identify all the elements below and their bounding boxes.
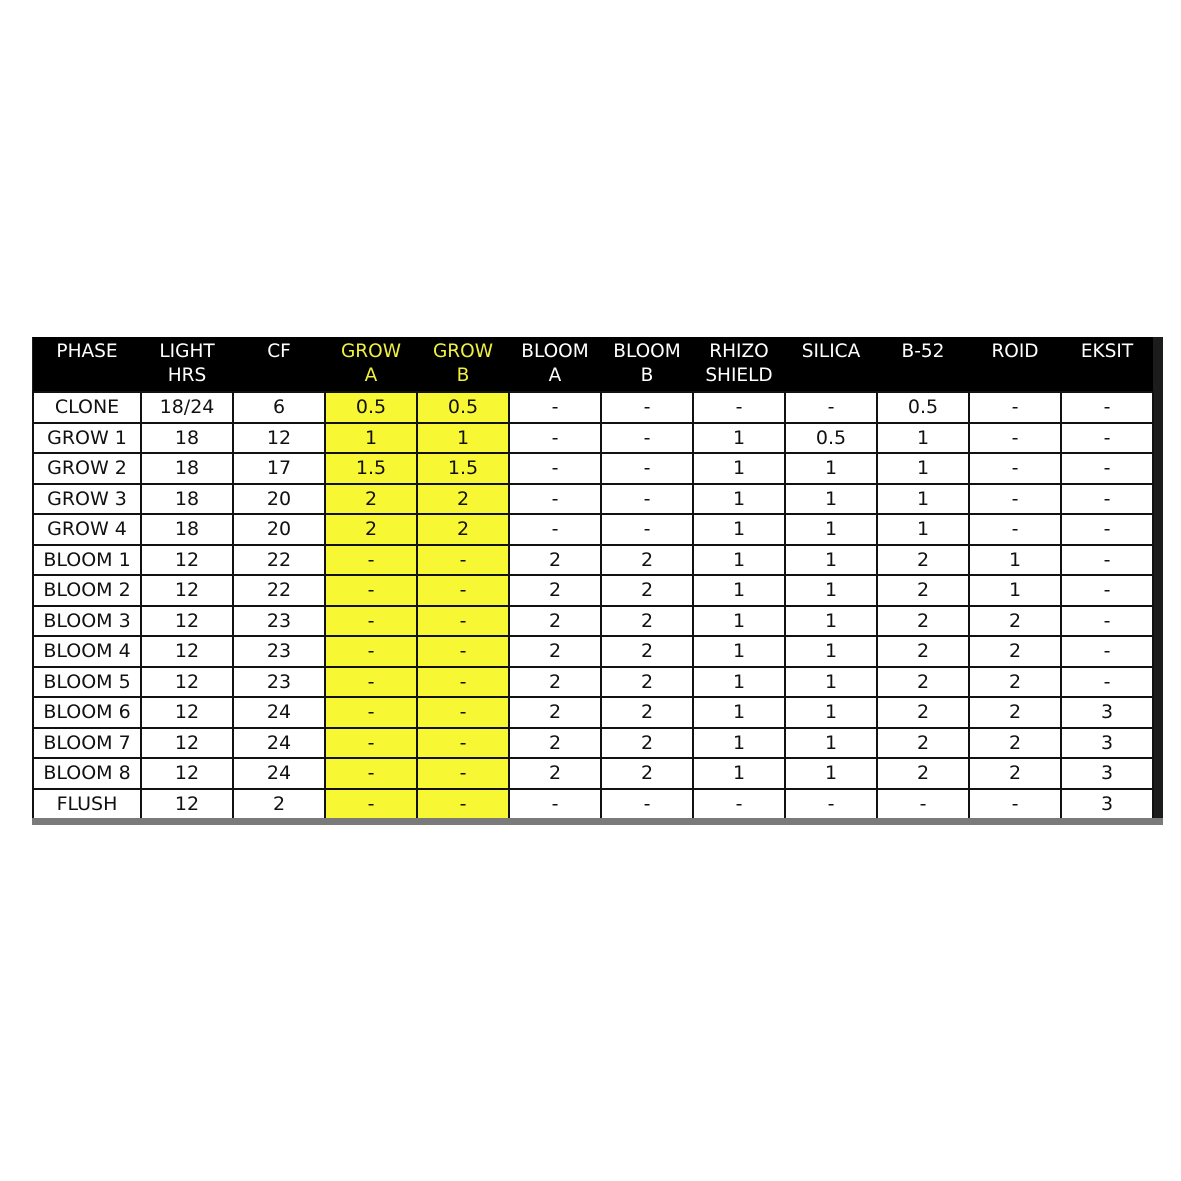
table-row bbox=[33, 575, 1153, 606]
table-cell: 2 bbox=[417, 484, 509, 515]
table-cell: - bbox=[417, 606, 509, 637]
table-cell: 24 bbox=[233, 728, 325, 759]
table-cell: 1 bbox=[325, 423, 417, 454]
phase-cell: BLOOM 6 bbox=[33, 697, 141, 728]
table-cell: - bbox=[601, 453, 693, 484]
phase-cell: GROW 2 bbox=[33, 453, 141, 484]
column-header-line2: SHIELD bbox=[705, 365, 773, 386]
table-row bbox=[33, 758, 1153, 789]
table-cell: 1 bbox=[785, 484, 877, 515]
table-cell: 2 bbox=[509, 606, 601, 637]
column-header-0 bbox=[33, 337, 141, 392]
table-cell: - bbox=[325, 789, 417, 820]
table-cell: 2 bbox=[969, 636, 1061, 667]
table-cell: 20 bbox=[233, 484, 325, 515]
table-cell: - bbox=[417, 636, 509, 667]
column-header-line1: GROW bbox=[432, 341, 494, 362]
table-cell: - bbox=[417, 728, 509, 759]
table-cell: 1 bbox=[785, 545, 877, 576]
table-cell: 2 bbox=[877, 667, 969, 698]
phase-cell: BLOOM 5 bbox=[33, 667, 141, 698]
table-cell: 24 bbox=[233, 697, 325, 728]
table-cell: - bbox=[1061, 392, 1153, 423]
table-cell: 1.5 bbox=[417, 453, 509, 484]
table-cell: 2 bbox=[877, 575, 969, 606]
table-cell: 20 bbox=[233, 514, 325, 545]
table-cell: - bbox=[1061, 484, 1153, 515]
column-header-10 bbox=[969, 337, 1061, 392]
table-cell: 23 bbox=[233, 667, 325, 698]
table-cell: 23 bbox=[233, 606, 325, 637]
table-row bbox=[33, 636, 1153, 667]
phase-cell: GROW 1 bbox=[33, 423, 141, 454]
table-cell: 1 bbox=[969, 575, 1061, 606]
table-cell: 1 bbox=[693, 697, 785, 728]
table-cell: 1 bbox=[693, 728, 785, 759]
column-header-line1: ROID bbox=[991, 341, 1039, 362]
table-row bbox=[33, 423, 1153, 454]
table-cell: - bbox=[417, 758, 509, 789]
table-cell: 2 bbox=[601, 575, 693, 606]
table-cell: 2 bbox=[601, 606, 693, 637]
table-cell: 0.5 bbox=[325, 392, 417, 423]
table-cell: 23 bbox=[233, 636, 325, 667]
table-cell: - bbox=[509, 453, 601, 484]
table-cell: - bbox=[969, 453, 1061, 484]
phase-cell: BLOOM 7 bbox=[33, 728, 141, 759]
table-cell: - bbox=[785, 392, 877, 423]
table-cell: - bbox=[1061, 423, 1153, 454]
table-cell: - bbox=[601, 423, 693, 454]
column-header-line1: BLOOM bbox=[613, 341, 681, 362]
table-cell: 18 bbox=[141, 514, 233, 545]
table-cell: 18 bbox=[141, 484, 233, 515]
table-cell: - bbox=[1061, 667, 1153, 698]
table-cell: - bbox=[509, 392, 601, 423]
table-cell: 18 bbox=[141, 423, 233, 454]
table-cell: 12 bbox=[141, 789, 233, 820]
table-header bbox=[33, 337, 1153, 392]
table-cell: 12 bbox=[233, 423, 325, 454]
table-cell: 2 bbox=[877, 758, 969, 789]
table-row bbox=[33, 453, 1153, 484]
table-cell: - bbox=[509, 789, 601, 820]
column-header-5 bbox=[509, 337, 601, 392]
phase-cell: BLOOM 3 bbox=[33, 606, 141, 637]
table-cell: 0.5 bbox=[417, 392, 509, 423]
table-cell: 12 bbox=[141, 697, 233, 728]
table-cell: 1 bbox=[969, 545, 1061, 576]
table-cell: 2 bbox=[969, 697, 1061, 728]
table-cell: - bbox=[417, 697, 509, 728]
phase-cell: BLOOM 1 bbox=[33, 545, 141, 576]
table-cell: 2 bbox=[969, 667, 1061, 698]
table-cell: - bbox=[693, 392, 785, 423]
table-cell: 2 bbox=[509, 758, 601, 789]
table-cell: 1 bbox=[785, 636, 877, 667]
table-cell: 2 bbox=[509, 667, 601, 698]
table-cell: 12 bbox=[141, 758, 233, 789]
table-row bbox=[33, 728, 1153, 759]
table-cell: - bbox=[969, 423, 1061, 454]
table-cell: 2 bbox=[969, 758, 1061, 789]
table-cell: 1 bbox=[877, 514, 969, 545]
table-cell: - bbox=[1061, 545, 1153, 576]
table-cell: 1 bbox=[693, 545, 785, 576]
phase-cell: BLOOM 8 bbox=[33, 758, 141, 789]
table-cell: - bbox=[601, 514, 693, 545]
table-cell: 2 bbox=[325, 514, 417, 545]
table-cell: 1 bbox=[785, 514, 877, 545]
table-cell: 12 bbox=[141, 545, 233, 576]
column-header-line1: EKSIT bbox=[1080, 341, 1134, 362]
table-cell: - bbox=[601, 484, 693, 515]
table-cell: 2 bbox=[877, 697, 969, 728]
header-row bbox=[33, 337, 1153, 392]
table-cell: - bbox=[417, 545, 509, 576]
table-cell: 2 bbox=[233, 789, 325, 820]
table-cell: - bbox=[1061, 514, 1153, 545]
table-cell: - bbox=[693, 789, 785, 820]
table-cell: 2 bbox=[969, 728, 1061, 759]
column-header-7 bbox=[693, 337, 785, 392]
column-header-11 bbox=[1061, 337, 1153, 392]
phase-cell: CLONE bbox=[33, 392, 141, 423]
table-cell: - bbox=[969, 484, 1061, 515]
table-cell: - bbox=[325, 636, 417, 667]
column-header-line1: PHASE bbox=[56, 341, 118, 362]
table-cell: - bbox=[601, 789, 693, 820]
table-cell: 0.5 bbox=[785, 423, 877, 454]
table-cell: - bbox=[509, 484, 601, 515]
table-cell: 2 bbox=[509, 697, 601, 728]
table-cell: 1 bbox=[785, 575, 877, 606]
table-cell: 6 bbox=[233, 392, 325, 423]
column-header-9 bbox=[877, 337, 969, 392]
table-cell: 1 bbox=[785, 758, 877, 789]
column-header-line2: B bbox=[640, 365, 654, 386]
table-cell: 1 bbox=[877, 453, 969, 484]
table-cell: 1 bbox=[693, 575, 785, 606]
phase-cell: BLOOM 4 bbox=[33, 636, 141, 667]
table-cell: 2 bbox=[969, 606, 1061, 637]
table-cell: - bbox=[417, 575, 509, 606]
table-cell: 3 bbox=[1061, 758, 1153, 789]
table-cell: - bbox=[601, 392, 693, 423]
column-header-line1: B-52 bbox=[901, 341, 945, 362]
table-cell: 2 bbox=[601, 697, 693, 728]
table-cell: 2 bbox=[509, 575, 601, 606]
table-cell: - bbox=[325, 606, 417, 637]
table-cell: 1 bbox=[693, 758, 785, 789]
table-cell: 12 bbox=[141, 575, 233, 606]
column-header-line1: SILICA bbox=[801, 341, 861, 362]
table-row bbox=[33, 606, 1153, 637]
table-cell: - bbox=[1061, 575, 1153, 606]
table-cell: - bbox=[1061, 453, 1153, 484]
table-bottom-edge bbox=[32, 818, 1163, 825]
column-header-line2: B bbox=[456, 365, 470, 386]
column-header-4 bbox=[417, 337, 509, 392]
column-header-line2: HRS bbox=[167, 365, 207, 386]
table-cell: - bbox=[417, 667, 509, 698]
table-row bbox=[33, 545, 1153, 576]
column-header-1 bbox=[141, 337, 233, 392]
table-cell: 1 bbox=[693, 636, 785, 667]
table-cell: 2 bbox=[877, 728, 969, 759]
table-cell: 2 bbox=[325, 484, 417, 515]
table-cell: 1 bbox=[693, 606, 785, 637]
table-cell: - bbox=[325, 728, 417, 759]
table-cell: 2 bbox=[877, 636, 969, 667]
table-row bbox=[33, 484, 1153, 515]
feeding-schedule-table bbox=[32, 337, 1154, 820]
column-header-8 bbox=[785, 337, 877, 392]
table-cell: 1 bbox=[785, 606, 877, 637]
table-cell: 1 bbox=[693, 453, 785, 484]
table-cell: 1 bbox=[877, 484, 969, 515]
table-cell: 3 bbox=[1061, 789, 1153, 820]
table-row bbox=[33, 392, 1153, 423]
table-body bbox=[33, 392, 1153, 819]
column-header-6 bbox=[601, 337, 693, 392]
table-cell: 2 bbox=[877, 606, 969, 637]
table-cell: - bbox=[969, 392, 1061, 423]
table-cell: 1.5 bbox=[325, 453, 417, 484]
table-cell: - bbox=[417, 789, 509, 820]
table-cell: 1 bbox=[877, 423, 969, 454]
table-cell: - bbox=[325, 545, 417, 576]
table-cell: 12 bbox=[141, 636, 233, 667]
table-cell: 1 bbox=[693, 514, 785, 545]
column-header-line2: A bbox=[548, 365, 562, 386]
table-row bbox=[33, 789, 1153, 820]
table-cell: 1 bbox=[785, 728, 877, 759]
table-cell: 3 bbox=[1061, 728, 1153, 759]
table-cell: - bbox=[325, 667, 417, 698]
table-cell: 24 bbox=[233, 758, 325, 789]
table-cell: 12 bbox=[141, 606, 233, 637]
column-header-line1: GROW bbox=[340, 341, 402, 362]
table-cell: 1 bbox=[785, 667, 877, 698]
column-header-2 bbox=[233, 337, 325, 392]
table-cell: - bbox=[969, 789, 1061, 820]
column-header-line1: RHIZO bbox=[709, 341, 769, 362]
phase-cell: BLOOM 2 bbox=[33, 575, 141, 606]
table-cell: 2 bbox=[509, 545, 601, 576]
table-cell: 2 bbox=[601, 728, 693, 759]
table-cell: 1 bbox=[417, 423, 509, 454]
table-cell: 18/24 bbox=[141, 392, 233, 423]
table-cell: 1 bbox=[785, 697, 877, 728]
table-cell: - bbox=[785, 789, 877, 820]
table-cell: - bbox=[969, 514, 1061, 545]
table-cell: - bbox=[325, 575, 417, 606]
table-cell: 18 bbox=[141, 453, 233, 484]
table-cell: 2 bbox=[509, 728, 601, 759]
table-cell: 0.5 bbox=[877, 392, 969, 423]
table-cell: 1 bbox=[693, 667, 785, 698]
column-header-3 bbox=[325, 337, 417, 392]
table-cell: - bbox=[509, 514, 601, 545]
table-cell: 2 bbox=[601, 667, 693, 698]
table-cell: 2 bbox=[509, 636, 601, 667]
table-cell: - bbox=[1061, 636, 1153, 667]
column-header-line2: A bbox=[364, 365, 378, 386]
table-cell: 1 bbox=[693, 484, 785, 515]
table-cell: 2 bbox=[601, 636, 693, 667]
table-cell: 22 bbox=[233, 545, 325, 576]
table-cell: 17 bbox=[233, 453, 325, 484]
phase-cell: GROW 4 bbox=[33, 514, 141, 545]
table-cell: - bbox=[325, 758, 417, 789]
table-cell: 2 bbox=[877, 545, 969, 576]
table-cell: 1 bbox=[785, 453, 877, 484]
table-cell: - bbox=[1061, 606, 1153, 637]
table-cell: - bbox=[509, 423, 601, 454]
table-row bbox=[33, 514, 1153, 545]
column-header-line1: BLOOM bbox=[521, 341, 589, 362]
table-cell: 1 bbox=[693, 423, 785, 454]
table-cell: 3 bbox=[1061, 697, 1153, 728]
table-cell: - bbox=[325, 697, 417, 728]
phase-cell: GROW 3 bbox=[33, 484, 141, 515]
table-cell: 12 bbox=[141, 728, 233, 759]
table-cell: 12 bbox=[141, 667, 233, 698]
table-cell: 22 bbox=[233, 575, 325, 606]
table-row bbox=[33, 697, 1153, 728]
column-header-line1: LIGHT bbox=[159, 341, 215, 362]
table-row bbox=[33, 667, 1153, 698]
column-header-line1: CF bbox=[267, 341, 291, 362]
table-cell: 2 bbox=[417, 514, 509, 545]
table-cell: 2 bbox=[601, 545, 693, 576]
phase-cell: FLUSH bbox=[33, 789, 141, 820]
table-cell: 2 bbox=[601, 758, 693, 789]
table-cell: - bbox=[877, 789, 969, 820]
